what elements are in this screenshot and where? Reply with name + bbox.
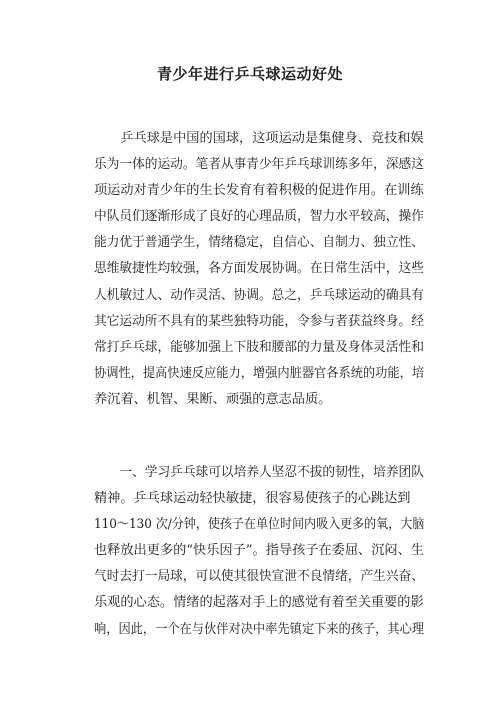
text-line: 响，因此，一个在与伙伴对决中率先镇定下来的孩子，其心理 [94,621,425,637]
text-line: 110～130 次/分钟，使孩子在单位时间内吸入更多的氧，大脑 [94,517,425,533]
text-line: 也释放出更多的“快乐因子”。指导孩子在委屈、沉闷、生 [94,543,424,559]
text-line: 协调性，提高快速反应能力，增强内脏器官各系统的功能，培 [94,365,425,381]
text-line: 中队员们逐渐形成了良好的心理品质，智力水平较高，操作 [94,209,424,225]
text-line: 精神。乒乓球运动轻快敏捷，很容易使孩子的心跳达到 [94,491,411,507]
text-line: 思维敏捷性均较强，各方面发展协调。在日常生活中，这些 [94,261,424,277]
text-line: 养沉着、机智、果断、顽强的意志品质。 [94,391,332,407]
paragraph-intro [94,126,424,413]
text-line: 一、学习乒乓球可以培养人坚忍不拔的韧性，培养团队 [94,465,424,480]
text-line: 能力优于普通学生，情绪稳定，自信心、自制力、独立性、 [94,235,424,251]
text-line: 乐为一体的运动。笔者从事青少年乒乓球训练多年，深感这 [94,157,424,173]
text-line: 其它运动所不具有的某些独特功能，令参与者获益终身。经 [94,313,424,329]
text-line: 乒乓球是中国的国球，这项运动是集健身、竞技和娱 [94,131,424,146]
document-title: 青少年进行乒乓球运动好处 [156,65,343,83]
text-line: 常打乒乓球，能够加强上下肢和腰部的力量及身体灵活性和 [94,339,424,355]
text-line: 气时去打一局球，可以使其很快宣泄不良情绪，产生兴奋、 [94,569,424,585]
text-line: 项运动对青少年的生长发育有着积极的促进作用。在训练 [94,183,424,199]
paragraph-section-one [94,460,424,643]
text-line: 人机敏过人、动作灵活、协调。总之，乒乓球运动的确具有 [94,287,424,303]
text-line: 乐观的心态。情绪的起落对手上的感觉有着至关重要的影 [94,595,424,611]
